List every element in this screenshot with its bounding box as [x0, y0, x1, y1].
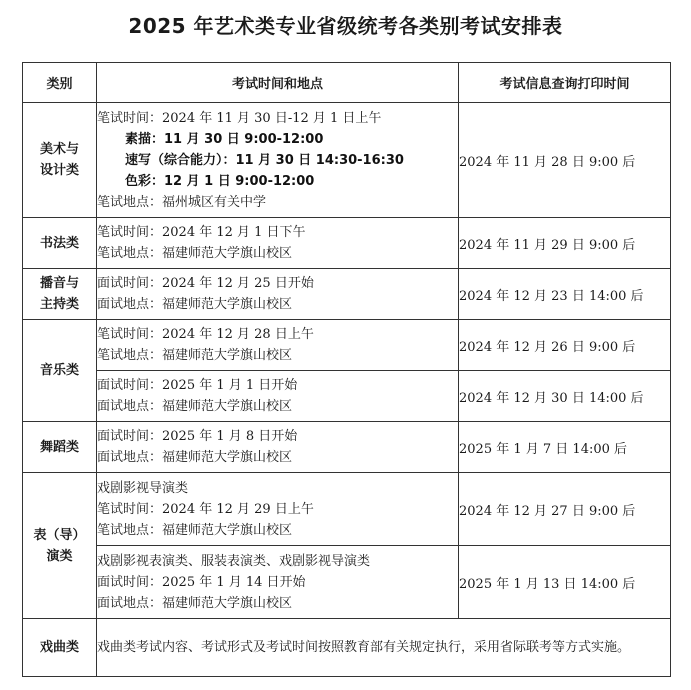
query-music-written: 2024 年 12 月 26 日 9:00 后	[459, 320, 671, 371]
query-dance: 2025 年 1 月 7 日 14:00 后	[459, 422, 671, 473]
info-music-written	[97, 320, 459, 371]
category-performance	[23, 473, 97, 619]
info-line: 面试地点：福建师范大学旗山校区	[97, 297, 293, 312]
info-line: 笔试时间：2024 年 12 月 29 日上午	[97, 501, 314, 517]
table-row-music-written	[23, 320, 671, 371]
category-broadcast	[23, 269, 97, 320]
info-line: 面试时间：2024 年 12 月 25 日开始	[97, 276, 314, 291]
category-art-line2: 设计类	[39, 163, 79, 178]
table-row-art	[23, 103, 671, 218]
info-line-sketch: 素描：11 月 30 日 9:00-12:00	[125, 131, 324, 147]
info-line: 面试时间：2025 年 1 月 14 日开始	[97, 574, 306, 590]
table-row-performance-written	[23, 473, 671, 546]
info-line: 笔试时间：2024 年 12 月 28 日上午	[97, 327, 314, 342]
info-line-color: 色彩：12 月 1 日 9:00-12:00	[125, 173, 315, 189]
query-performance-written: 2024 年 12 月 27 日 9:00 后	[459, 473, 671, 546]
query-performance-interview: 2025 年 1 月 13 日 14:00 后	[459, 546, 671, 619]
category-art	[23, 103, 97, 218]
info-performance-written	[97, 473, 459, 546]
category-calligraphy: 书法类	[23, 218, 97, 269]
query-broadcast: 2024 年 12 月 23 日 14:00 后	[459, 269, 671, 320]
info-line: 笔试地点：福建师范大学旗山校区	[97, 246, 293, 261]
info-line: 面试地点：福建师范大学旗山校区	[97, 595, 293, 611]
header-category: 类别	[23, 63, 97, 103]
info-line: 笔试地点：福建师范大学旗山校区	[97, 522, 293, 538]
info-line: 面试地点：福建师范大学旗山校区	[97, 450, 293, 465]
info-line: 笔试时间：2024 年 12 月 1 日下午	[97, 225, 306, 240]
category-opera: 戏曲类	[23, 619, 97, 677]
query-music-interview: 2024 年 12 月 30 日 14:00 后	[459, 371, 671, 422]
info-line: 面试时间：2025 年 1 月 8 日开始	[97, 429, 298, 444]
category-broadcast-line2: 主持类	[39, 297, 79, 312]
info-line: 面试地点：福建师范大学旗山校区	[97, 399, 293, 414]
info-art	[97, 103, 459, 218]
page-title: 2025 年艺术类专业省级统考各类别考试安排表	[128, 14, 563, 38]
info-line: 笔试地点：福州城区有关中学	[97, 194, 267, 210]
info-line: 笔试时间：2024 年 11 月 30 日-12 月 1 日上午	[97, 110, 382, 126]
category-broadcast-line1: 播音与	[39, 276, 79, 291]
table-row-broadcast	[23, 269, 671, 320]
info-performance-interview	[97, 546, 459, 619]
query-calligraphy: 2024 年 11 月 29 日 9:00 后	[459, 218, 671, 269]
schedule-table	[22, 62, 671, 677]
category-dance: 舞蹈类	[23, 422, 97, 473]
info-music-interview	[97, 371, 459, 422]
info-broadcast	[97, 269, 459, 320]
info-calligraphy	[97, 218, 459, 269]
header-query-print: 考试信息查询打印时间	[459, 63, 671, 103]
info-opera: 戏曲类考试内容、考试形式及考试时间按照教育部有关规定执行，采用省际联考等方式实施。	[97, 619, 671, 677]
info-line-quick-sketch: 速写（综合能力）：11 月 30 日 14:30-16:30	[125, 152, 404, 168]
category-performance-line2: 演类	[46, 548, 73, 564]
table-row-music-interview	[23, 371, 671, 422]
category-music: 音乐类	[23, 320, 97, 422]
table-row-performance-interview	[23, 546, 671, 619]
info-line: 笔试地点：福建师范大学旗山校区	[97, 348, 293, 363]
table-row-opera	[23, 619, 671, 677]
category-art-line1: 美术与	[39, 142, 79, 157]
table-row-dance	[23, 422, 671, 473]
header-row	[23, 63, 671, 103]
query-art: 2024 年 11 月 28 日 9:00 后	[459, 103, 671, 218]
info-line: 面试时间：2025 年 1 月 1 日开始	[97, 378, 298, 393]
info-line: 戏剧影视导演类	[97, 480, 189, 496]
table-row-calligraphy	[23, 218, 671, 269]
info-dance	[97, 422, 459, 473]
header-time-place: 考试时间和地点	[97, 63, 459, 103]
category-performance-line1: 表（导）	[33, 527, 86, 543]
info-line: 戏剧影视表演类、服装表演类、戏剧影视导演类	[97, 553, 371, 569]
